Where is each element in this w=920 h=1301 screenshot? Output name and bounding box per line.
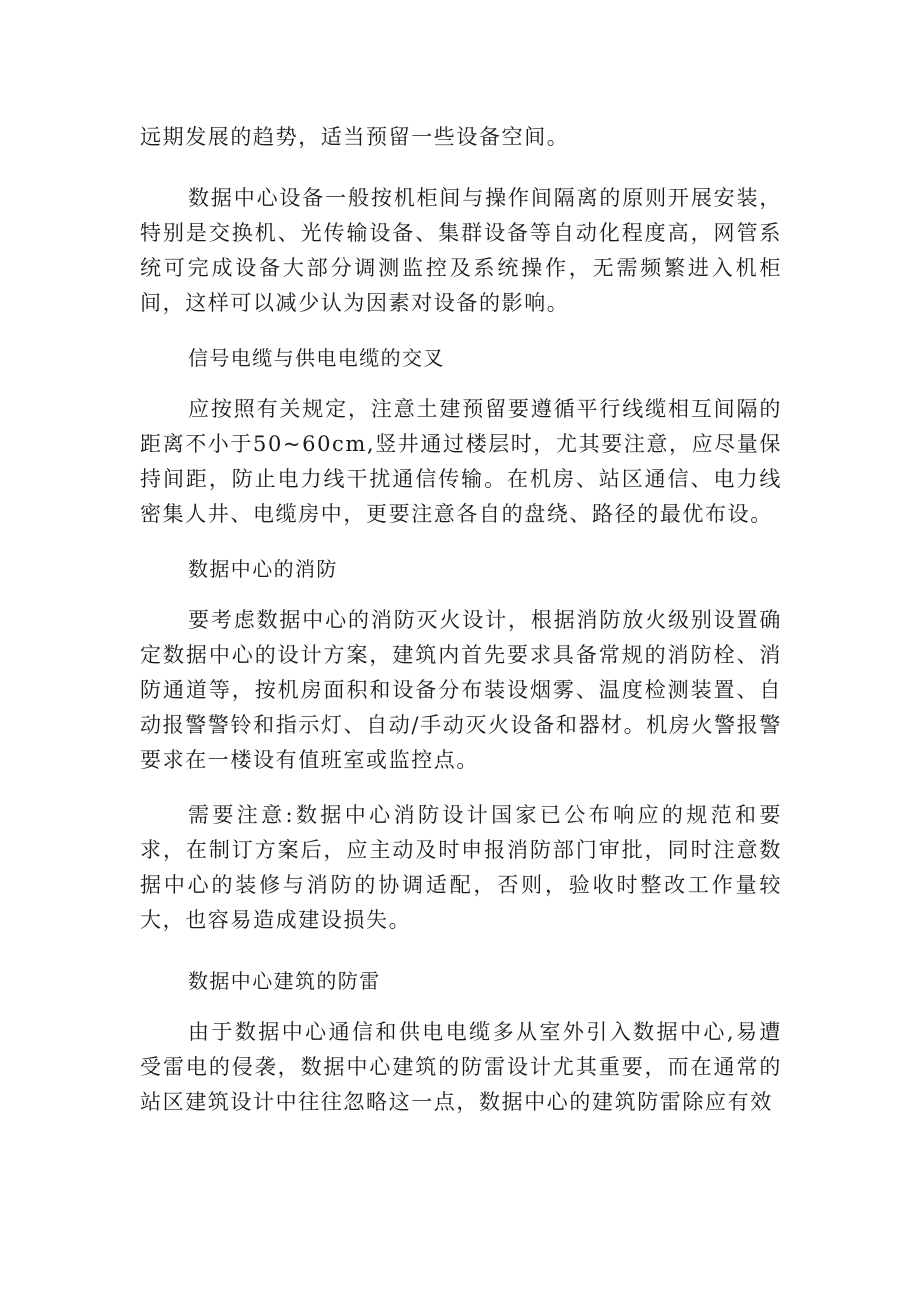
paragraph-lightning-design: 由于数据中心通信和供电电缆多从室外引入数据中心,易遭受雷电的侵袭，数据中心建筑的防雷设计尤其重要，而在通常的站区建筑设计中往往忽略这一点，数据中心的建筑防雷除应有效 [140, 1020, 782, 1114]
paragraph-cable-spacing: 应按照有关规定，注意土建预留要遵循平行线缆相互间隔的距离不小于50~60cm,竖井通过楼层时，尤其要注意，应尽量保持间距，防止电力线干扰通信传输。在机房、站区通信、电力线密集人井、电缆房中，更要注意各自的盘绕、路径的最优布设。 [140, 397, 782, 526]
paragraph-equipment-isolation: 数据中心设备一般按机柜间与操作间隔离的原则开展安装，特别是交换机、光传输设备、集群设备等自动化程度高，网管系统可完成设备大部分调测监控及系统操作，无需频繁进入机柜间，这样可以减少认为因素对设备的影响。 [140, 186, 782, 315]
section-heading-cable-crossing: 信号电缆与供电电缆的交叉 [188, 346, 445, 370]
paragraph-fire-note: 需要注意:数据中心消防设计国家已公布响应的规范和要求，在制订方案后，应主动及时申报消防部门审批，同时注意数据中心的装修与消防的协调适配，否则，验收时整改工作量较大，也容易造成建设损失。 [140, 803, 782, 932]
paragraph-continuation: 远期发展的趋势，适当预留一些设备空间。 [140, 125, 570, 149]
section-heading-fire-protection: 数据中心的消防 [188, 557, 338, 581]
paragraph-fire-design: 要考虑数据中心的消防灭火设计，根据消防放火级别设置确定数据中心的设计方案，建筑内首先要求具备常规的消防栓、消防通道等，按机房面积和设备分布装设烟雾、温度检测装置、自动报警警铃和指示灯、自动/手动灭火设备和器材。机房火警报警要求在一楼设有值班室或监控点。 [140, 608, 782, 772]
document-body [140, 120, 782, 1120]
section-heading-lightning-protection: 数据中心建筑的防雷 [188, 969, 381, 993]
